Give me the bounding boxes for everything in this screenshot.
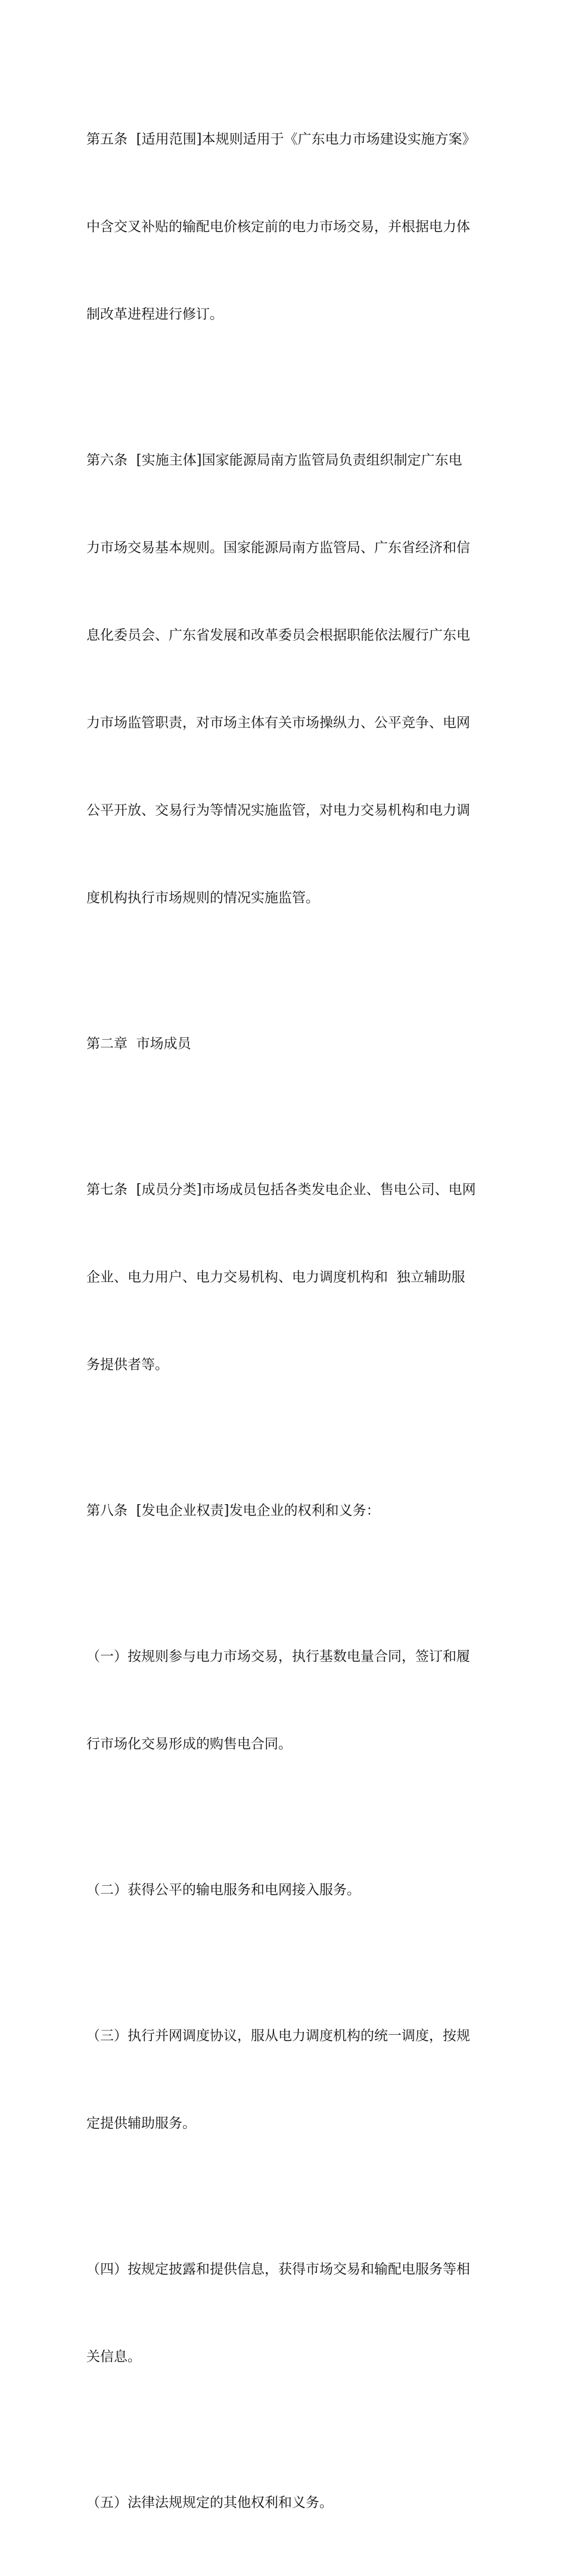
text-line: 度机构执行市场规则的情况实施监管。 bbox=[86, 890, 319, 906]
article-8-paragraph bbox=[86, 1438, 486, 1584]
text-line: 第六条 [实施主体]国家能源局南方监管局负责组织制定广东电 bbox=[86, 453, 462, 468]
list-item-1 bbox=[86, 1584, 486, 1817]
article-6-paragraph bbox=[86, 388, 486, 971]
list-item-4 bbox=[86, 2197, 486, 2430]
text-line: （三）执行并网调度协议，服从电力调度机构的统一调度，按规 bbox=[86, 2028, 470, 2044]
text-line: 定提供辅助服务。 bbox=[86, 2116, 196, 2131]
text-line: 行市场化交易形成的购售电合同。 bbox=[86, 1736, 292, 1752]
document-body bbox=[86, 67, 486, 2576]
text-line: （一）按规则参与电力市场交易，执行基数电量合同，签订和履 bbox=[86, 1649, 470, 1664]
text-line: 务提供者等。 bbox=[86, 1357, 169, 1373]
text-line: （四）按规定披露和提供信息，获得市场交易和输配电服务等相 bbox=[86, 2262, 470, 2277]
text-line: 中含交叉补贴的输配电价核定前的电力市场交易，并根据电力体 bbox=[86, 219, 470, 235]
text-line: 企业、电力用户、电力交易机构、电力调度机构和 独立辅助服 bbox=[86, 1270, 465, 1285]
text-line: 公平开放、交易行为等情况实施监管，对电力交易机构和电力调 bbox=[86, 803, 470, 818]
text-line: 制改革进程进行修订。 bbox=[86, 307, 223, 322]
text-line: 力市场监管职责，对市场主体有关市场操纵力、公平竞争、电网 bbox=[86, 715, 470, 731]
list-item-2 bbox=[86, 1817, 486, 1963]
article-7-paragraph bbox=[86, 1117, 486, 1438]
text-line: 关信息。 bbox=[86, 2349, 141, 2365]
list-item-5 bbox=[86, 2430, 486, 2576]
text-line: 息化委员会、广东省发展和改革委员会根据职能依法履行广东电 bbox=[86, 628, 470, 643]
text-line: 第五条 [适用范围]本规则适用于《广东电力市场建设实施方案》 bbox=[86, 132, 476, 147]
text-line: 第八条 [发电企业权责]发电企业的权利和义务： bbox=[86, 1503, 380, 1518]
text-line: （二）获得公平的输电服务和电网接入服务。 bbox=[86, 1882, 360, 1898]
chapter-2-heading bbox=[86, 971, 486, 1117]
text-line: 力市场交易基本规则。国家能源局南方监管局、广东省经济和信 bbox=[86, 540, 470, 556]
list-item-3 bbox=[86, 1963, 486, 2197]
article-5-paragraph bbox=[86, 67, 486, 388]
text-line: （五）法律法规规定的其他权利和义务。 bbox=[86, 2495, 333, 2510]
text-line: 第七条 [成员分类]市场成员包括各类发电企业、售电公司、电网 bbox=[86, 1182, 476, 1197]
text-line: 第二章 市场成员 bbox=[86, 1036, 191, 1052]
